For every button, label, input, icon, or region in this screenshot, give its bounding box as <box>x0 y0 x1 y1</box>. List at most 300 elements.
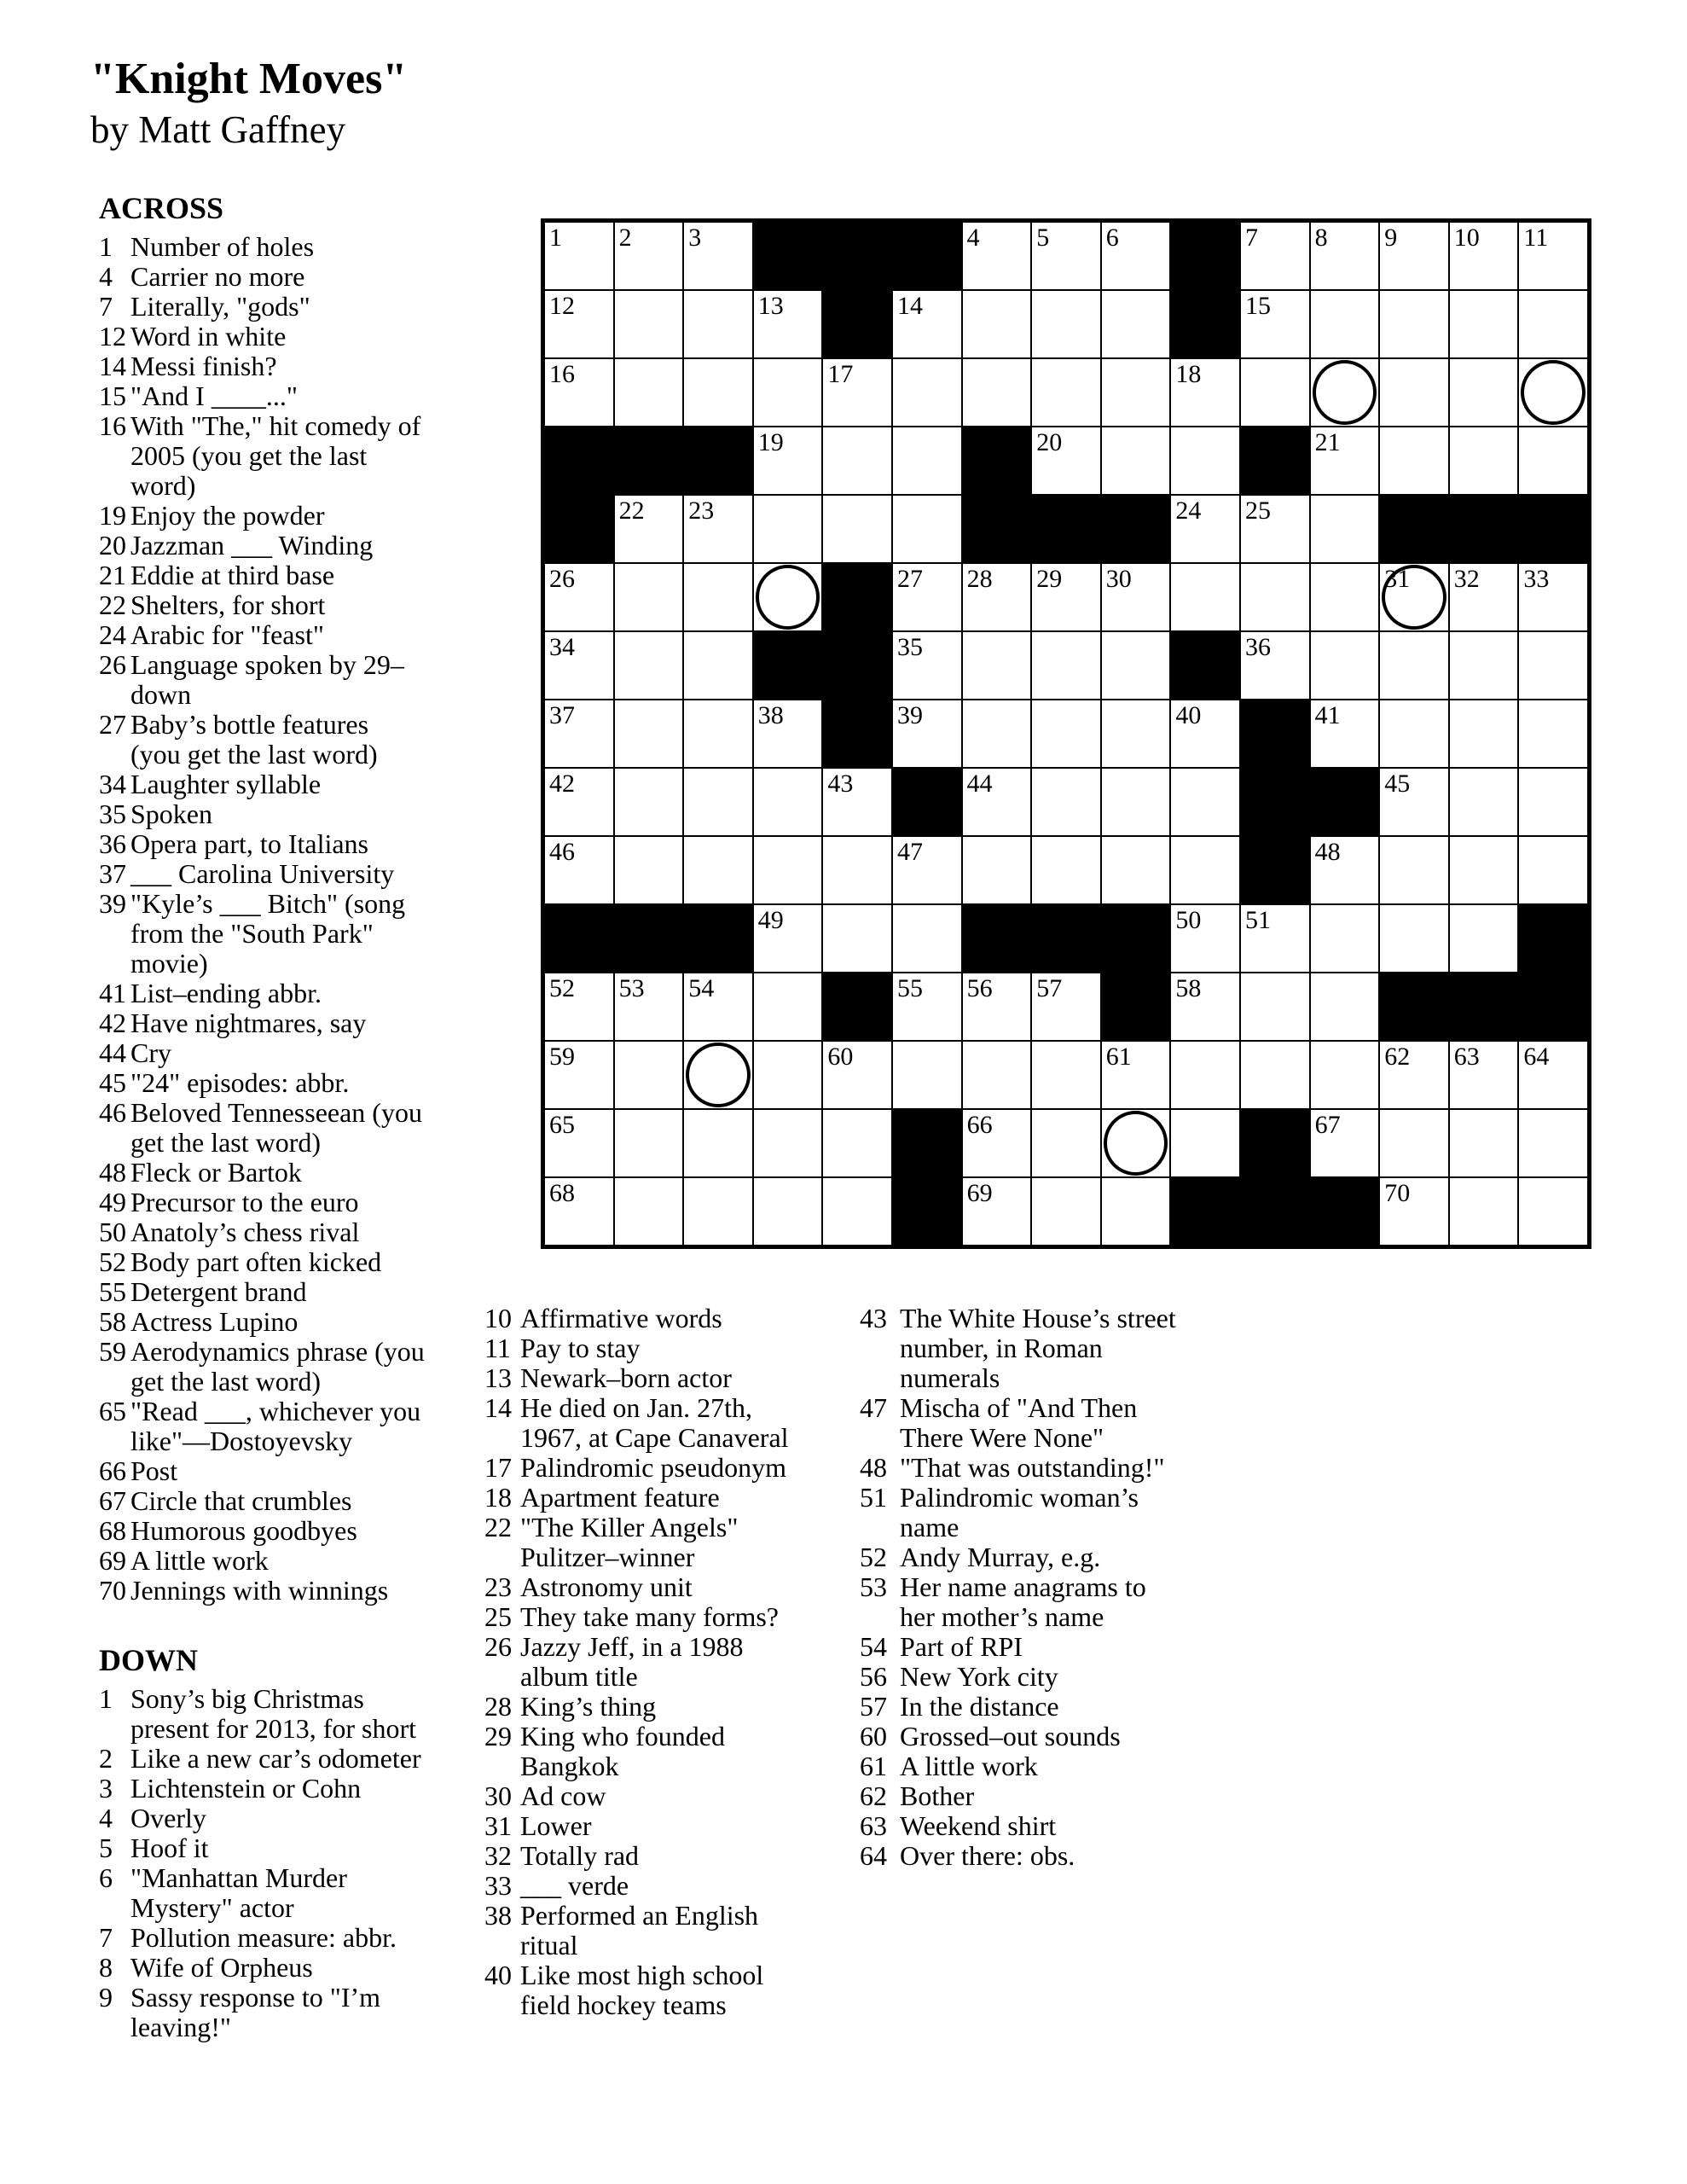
grid-cell[interactable] <box>1240 495 1310 563</box>
cell-number: 60 <box>827 1043 854 1071</box>
grid-cell[interactable] <box>892 495 962 563</box>
grid-cell[interactable] <box>962 290 1032 358</box>
grid-cell[interactable] <box>1240 222 1310 290</box>
grid-cell[interactable] <box>614 1177 684 1246</box>
grid-cell[interactable] <box>614 290 684 358</box>
clue-text: Messi finish? <box>130 351 277 381</box>
clue-number: 47 <box>860 1392 887 1423</box>
grid-cell[interactable] <box>753 973 823 1041</box>
grid-cell[interactable] <box>1379 290 1449 358</box>
clue <box>99 1038 425 1068</box>
grid-cell[interactable] <box>1240 358 1310 427</box>
grid-cell-black <box>1101 904 1171 973</box>
cell-number: 8 <box>1314 224 1328 252</box>
grid-cell[interactable] <box>1379 700 1449 768</box>
grid-cell-black <box>1310 1177 1380 1246</box>
clue-number: 65 <box>99 1396 126 1426</box>
grid-cell[interactable] <box>822 836 892 904</box>
grid-cell[interactable] <box>753 495 823 563</box>
clue-text: Post <box>130 1455 178 1486</box>
grid-cell[interactable] <box>962 563 1032 631</box>
clue-text: Pollution measure: abbr. <box>130 1922 397 1953</box>
cell-number: 33 <box>1523 565 1550 593</box>
clue-text: Grossed–out sounds <box>900 1721 1121 1751</box>
grid-cell[interactable] <box>822 495 892 563</box>
grid-cell[interactable] <box>1101 700 1171 768</box>
clue <box>99 1008 425 1038</box>
grid-cell[interactable] <box>1449 427 1519 495</box>
clue-number: 61 <box>860 1751 887 1781</box>
grid-cell[interactable] <box>1031 358 1101 427</box>
grid-cell[interactable] <box>962 700 1032 768</box>
grid-cell[interactable] <box>892 904 962 973</box>
grid-cell[interactable] <box>1170 700 1240 768</box>
grid-cell[interactable] <box>892 700 962 768</box>
grid-cell[interactable] <box>1170 427 1240 495</box>
cell-number: 37 <box>549 701 575 729</box>
grid-cell[interactable] <box>683 495 753 563</box>
clue <box>99 1068 425 1098</box>
clue-text: Part of RPI <box>900 1631 1023 1662</box>
grid-cell[interactable] <box>1379 904 1449 973</box>
grid-cell[interactable] <box>1449 1109 1519 1177</box>
grid-cell[interactable] <box>1518 631 1588 700</box>
grid-cell[interactable] <box>1310 222 1380 290</box>
grid-cell[interactable] <box>683 563 753 631</box>
grid-cell[interactable] <box>962 768 1032 836</box>
grid-cell[interactable] <box>892 1041 962 1109</box>
grid-cell[interactable] <box>1031 631 1101 700</box>
grid-cell[interactable] <box>544 973 614 1041</box>
grid-cell[interactable] <box>1310 495 1380 563</box>
clue <box>99 620 425 650</box>
clue-text: He died on Jan. 27th, 1967, at Cape Canaveral <box>520 1392 789 1453</box>
grid-cell[interactable] <box>1449 768 1519 836</box>
grid-cell[interactable] <box>1449 836 1519 904</box>
clue-text: Detergent brand <box>130 1276 307 1307</box>
grid-cell[interactable] <box>962 222 1032 290</box>
grid-cell[interactable] <box>614 563 684 631</box>
clue-number: 64 <box>860 1840 887 1871</box>
grid-cell[interactable] <box>1170 358 1240 427</box>
grid-cell[interactable] <box>1310 427 1380 495</box>
clue-text: Spoken <box>130 799 212 829</box>
grid-cell-black <box>614 427 684 495</box>
circle-marker <box>686 1043 751 1107</box>
down-header: DOWN <box>99 1643 198 1677</box>
clue-number: 49 <box>99 1187 126 1217</box>
clue <box>99 1247 425 1277</box>
clue-number: 60 <box>860 1721 887 1751</box>
grid-cell[interactable] <box>1518 700 1588 768</box>
cell-number: 44 <box>966 770 993 798</box>
grid-cell[interactable] <box>1518 1109 1588 1177</box>
clue-text: Literally, "gods" <box>130 291 310 322</box>
grid-cell[interactable] <box>1031 973 1101 1041</box>
clue <box>99 1863 425 1923</box>
grid-cell[interactable] <box>683 358 753 427</box>
cell-number: 42 <box>549 770 575 798</box>
grid-cell[interactable] <box>614 768 684 836</box>
grid-cell[interactable] <box>1101 1041 1171 1109</box>
clue-number: 46 <box>99 1097 126 1128</box>
grid-cell[interactable] <box>1101 1177 1171 1246</box>
grid-cell[interactable] <box>1310 700 1380 768</box>
grid-cell[interactable] <box>544 222 614 290</box>
grid-cell[interactable] <box>614 495 684 563</box>
clue <box>860 1751 1181 1781</box>
grid-cell[interactable] <box>962 836 1032 904</box>
grid-cell[interactable] <box>753 836 823 904</box>
grid-cell[interactable] <box>614 700 684 768</box>
grid-cell[interactable] <box>683 1109 753 1177</box>
grid-cell[interactable] <box>1170 904 1240 973</box>
grid-cell[interactable] <box>962 1177 1032 1246</box>
clue-number: 28 <box>484 1691 512 1722</box>
cell-number: 65 <box>549 1111 575 1139</box>
grid-cell[interactable] <box>544 1041 614 1109</box>
grid-cell[interactable] <box>1101 427 1171 495</box>
cell-number: 16 <box>549 360 575 388</box>
clue-text: Opera part, to Italians <box>130 828 368 859</box>
grid-cell[interactable] <box>892 427 962 495</box>
clue <box>860 1453 1181 1483</box>
clue-text: "Kyle’s ___ Bitch" (song from the "South Park" movie) <box>130 888 406 979</box>
grid-cell[interactable] <box>1031 427 1101 495</box>
clue-number: 20 <box>99 530 126 561</box>
clue-number: 11 <box>484 1333 511 1363</box>
grid-cell[interactable] <box>962 1109 1032 1177</box>
grid-cell[interactable] <box>962 1041 1032 1109</box>
grid-cell[interactable] <box>683 1177 753 1246</box>
grid-cell-black <box>822 290 892 358</box>
clue-number: 37 <box>99 858 126 889</box>
grid-cell[interactable] <box>614 973 684 1041</box>
grid-cell[interactable] <box>544 358 614 427</box>
clue-number: 70 <box>99 1575 126 1606</box>
grid-cell[interactable] <box>822 1109 892 1177</box>
grid-cell[interactable] <box>753 1177 823 1246</box>
cell-number: 6 <box>1105 224 1119 252</box>
clue-number: 44 <box>99 1037 126 1068</box>
grid-cell-black <box>1240 700 1310 768</box>
grid-cell[interactable] <box>1518 1041 1588 1109</box>
clue-number: 2 <box>99 1743 113 1774</box>
clue-text: Apartment feature <box>520 1482 720 1513</box>
grid-cell[interactable] <box>1031 563 1101 631</box>
clue-number: 9 <box>99 1982 113 2013</box>
grid-cell[interactable] <box>1379 631 1449 700</box>
clue-text: Baby’s bottle features (you get the last word) <box>130 709 378 770</box>
grid-cell[interactable] <box>1310 973 1380 1041</box>
cell-number: 3 <box>688 224 702 252</box>
clue-number: 55 <box>99 1276 126 1307</box>
grid-cell[interactable] <box>1310 1041 1380 1109</box>
clue-text: Astronomy unit <box>520 1571 693 1602</box>
clue <box>860 1393 1181 1453</box>
grid-cell[interactable] <box>1310 563 1380 631</box>
grid-cell[interactable] <box>1031 222 1101 290</box>
grid-cell[interactable] <box>1310 1109 1380 1177</box>
grid-cell[interactable] <box>1170 563 1240 631</box>
grid-cell[interactable] <box>1518 563 1588 631</box>
clue-text: Eddie at third base <box>130 560 335 590</box>
clue-text: Overly <box>130 1803 206 1833</box>
grid-cell[interactable] <box>892 358 962 427</box>
clue-number: 3 <box>99 1773 113 1804</box>
grid-cell[interactable] <box>614 222 684 290</box>
clue <box>860 1722 1181 1751</box>
clue <box>99 1188 425 1217</box>
grid-cell[interactable] <box>1449 358 1519 427</box>
grid-cell[interactable] <box>892 563 962 631</box>
grid-cell[interactable] <box>892 973 962 1041</box>
grid-cell[interactable] <box>1518 768 1588 836</box>
clue-text: Jennings with winnings <box>130 1575 389 1606</box>
grid-cell[interactable] <box>1310 631 1380 700</box>
clue-number: 26 <box>99 649 126 680</box>
clue-text: A little work <box>130 1545 269 1576</box>
grid-cell[interactable] <box>683 768 753 836</box>
cell-number: 18 <box>1175 360 1202 388</box>
grid-cell[interactable] <box>1101 836 1171 904</box>
grid-cell[interactable] <box>1240 290 1310 358</box>
clue-number: 26 <box>484 1631 512 1662</box>
grid-cell[interactable] <box>822 427 892 495</box>
grid-cell[interactable] <box>1170 768 1240 836</box>
clue-number: 30 <box>484 1780 512 1811</box>
grid-cell[interactable] <box>1518 1177 1588 1246</box>
grid-cell[interactable] <box>822 358 892 427</box>
cell-number: 17 <box>827 360 854 388</box>
clue <box>99 262 425 292</box>
grid-cell[interactable] <box>1379 836 1449 904</box>
grid-cell[interactable] <box>1518 358 1588 427</box>
grid-cell[interactable] <box>1101 222 1171 290</box>
grid-cell[interactable] <box>1240 631 1310 700</box>
grid-cell[interactable] <box>822 1041 892 1109</box>
cell-number: 2 <box>618 224 632 252</box>
clue-text: Palindromic pseudonym <box>520 1452 786 1483</box>
grid-cell[interactable] <box>1170 1109 1240 1177</box>
grid-cell[interactable] <box>683 222 753 290</box>
grid-cell[interactable] <box>544 1177 614 1246</box>
grid-cell-black <box>892 768 962 836</box>
clue <box>99 889 425 979</box>
grid-cell[interactable] <box>544 290 614 358</box>
grid-cell[interactable] <box>1449 631 1519 700</box>
clue-number: 39 <box>99 888 126 919</box>
grid-cell-black <box>1101 495 1171 563</box>
grid-cell[interactable] <box>753 563 823 631</box>
clue-text: King’s thing <box>520 1691 657 1722</box>
grid-cell[interactable] <box>1310 904 1380 973</box>
clue-number: 19 <box>99 500 126 531</box>
down-clue-list-left <box>99 1684 433 2042</box>
grid-cell[interactable] <box>1031 1177 1101 1246</box>
grid-cell[interactable] <box>753 290 823 358</box>
grid-cell[interactable] <box>544 563 614 631</box>
cell-number: 59 <box>549 1043 575 1071</box>
clue <box>484 1781 793 1811</box>
grid-cell[interactable] <box>892 836 962 904</box>
clue-text: Jazzy Jeff, in a 1988 album title <box>520 1631 744 1692</box>
clue-text: They take many forms? <box>520 1601 779 1632</box>
cell-number: 62 <box>1384 1043 1411 1071</box>
grid-cell[interactable] <box>544 631 614 700</box>
clue <box>860 1811 1181 1841</box>
cell-number: 46 <box>549 838 575 866</box>
grid-cell-black <box>892 222 962 290</box>
grid-cell[interactable] <box>822 1177 892 1246</box>
grid-cell[interactable] <box>1518 427 1588 495</box>
grid-cell[interactable] <box>892 631 962 700</box>
grid-cell[interactable] <box>1031 1041 1101 1109</box>
grid-cell[interactable] <box>1031 1109 1101 1177</box>
grid-cell[interactable] <box>1170 836 1240 904</box>
clue <box>484 1513 793 1572</box>
grid-cell[interactable] <box>1379 427 1449 495</box>
grid-cell-black <box>544 495 614 563</box>
grid-cell[interactable] <box>1449 904 1519 973</box>
grid-cell[interactable] <box>892 290 962 358</box>
grid-cell[interactable] <box>683 973 753 1041</box>
grid-cell[interactable] <box>822 904 892 973</box>
clue-text: "24" episodes: abbr. <box>130 1067 350 1098</box>
grid-cell[interactable] <box>1031 836 1101 904</box>
clue-number: 23 <box>484 1571 512 1602</box>
grid-cell[interactable] <box>753 358 823 427</box>
grid-cell[interactable] <box>1449 700 1519 768</box>
grid-cell[interactable] <box>614 358 684 427</box>
grid-cell[interactable] <box>614 1041 684 1109</box>
clue-text: Affirmative words <box>520 1303 722 1333</box>
grid-cell[interactable] <box>753 427 823 495</box>
grid-cell[interactable] <box>962 973 1032 1041</box>
grid-cell[interactable] <box>683 290 753 358</box>
clue-number: 43 <box>860 1303 887 1333</box>
grid-cell-black <box>1170 1177 1240 1246</box>
grid-cell[interactable] <box>1379 563 1449 631</box>
grid-cell[interactable] <box>1379 1177 1449 1246</box>
grid-cell[interactable] <box>1518 222 1588 290</box>
grid-cell[interactable] <box>1170 973 1240 1041</box>
grid-cell-black <box>1310 768 1380 836</box>
cell-number: 31 <box>1384 565 1411 593</box>
grid-cell[interactable] <box>1240 563 1310 631</box>
clue <box>99 381 425 411</box>
grid-cell[interactable] <box>1240 904 1310 973</box>
grid-cell-black <box>683 427 753 495</box>
grid-cell[interactable] <box>1310 358 1380 427</box>
grid-cell[interactable] <box>1379 1041 1449 1109</box>
grid-cell[interactable] <box>1101 290 1171 358</box>
clue <box>860 1692 1181 1722</box>
grid-cell[interactable] <box>962 631 1032 700</box>
grid-cell[interactable] <box>614 836 684 904</box>
grid-cell[interactable] <box>753 1041 823 1109</box>
grid-cell[interactable] <box>1449 290 1519 358</box>
cell-number: 43 <box>827 770 854 798</box>
clue <box>99 1397 425 1456</box>
grid-cell[interactable] <box>753 700 823 768</box>
grid-cell[interactable] <box>1170 1041 1240 1109</box>
grid-cell[interactable] <box>1518 290 1588 358</box>
grid-cell[interactable] <box>1101 768 1171 836</box>
grid-cell[interactable] <box>1449 222 1519 290</box>
clue-text: Fleck or Bartok <box>130 1157 302 1188</box>
grid-cell[interactable] <box>962 358 1032 427</box>
clue-number: 12 <box>99 321 126 351</box>
clue <box>484 1871 793 1901</box>
grid-cell[interactable] <box>822 768 892 836</box>
grid-cell-black <box>1518 904 1588 973</box>
clue <box>99 531 425 561</box>
grid-cell[interactable] <box>1379 768 1449 836</box>
grid-cell[interactable] <box>1449 1177 1519 1246</box>
clue-number: 40 <box>484 1960 512 1990</box>
grid-cell[interactable] <box>683 836 753 904</box>
cell-number: 11 <box>1523 224 1549 252</box>
grid-cell[interactable] <box>1101 631 1171 700</box>
grid-cell[interactable] <box>1101 1109 1171 1177</box>
grid-cell[interactable] <box>683 1041 753 1109</box>
grid-cell[interactable] <box>1518 836 1588 904</box>
grid-cell[interactable] <box>1449 1041 1519 1109</box>
grid-cell[interactable] <box>1379 358 1449 427</box>
clue <box>484 1841 793 1871</box>
cell-number: 30 <box>1105 565 1132 593</box>
grid-cell[interactable] <box>1310 836 1380 904</box>
grid-cell[interactable] <box>753 768 823 836</box>
cell-number: 63 <box>1453 1043 1480 1071</box>
clue-number: 17 <box>484 1452 512 1483</box>
grid-cell[interactable] <box>614 631 684 700</box>
grid-cell[interactable] <box>544 700 614 768</box>
cell-number: 19 <box>757 428 784 456</box>
clue <box>860 1572 1181 1632</box>
grid-cell[interactable] <box>544 1109 614 1177</box>
grid-cell[interactable] <box>1031 700 1101 768</box>
grid-cell[interactable] <box>683 631 753 700</box>
grid-cell[interactable] <box>1379 1109 1449 1177</box>
cell-number: 47 <box>896 838 923 866</box>
clue <box>99 322 425 351</box>
clue-number: 27 <box>99 709 126 740</box>
cell-number: 64 <box>1523 1043 1550 1071</box>
clue <box>99 1804 425 1833</box>
grid-cell[interactable] <box>544 836 614 904</box>
clue-number: 13 <box>484 1362 512 1393</box>
clue <box>99 829 425 859</box>
grid-cell[interactable] <box>683 700 753 768</box>
grid-cell[interactable] <box>753 1109 823 1177</box>
grid-cell[interactable] <box>1240 973 1310 1041</box>
grid-cell[interactable] <box>1310 290 1380 358</box>
grid-cell[interactable] <box>1031 768 1101 836</box>
grid-cell[interactable] <box>1101 358 1171 427</box>
grid-cell[interactable] <box>614 1109 684 1177</box>
grid-cell[interactable] <box>1031 290 1101 358</box>
grid-cell[interactable] <box>1240 1041 1310 1109</box>
grid-cell[interactable] <box>544 768 614 836</box>
grid-cell[interactable] <box>1101 563 1171 631</box>
grid-cell[interactable] <box>1170 495 1240 563</box>
grid-cell[interactable] <box>753 904 823 973</box>
grid-cell[interactable] <box>1379 222 1449 290</box>
grid-cell[interactable] <box>1449 563 1519 631</box>
grid-cell-black <box>1240 1177 1310 1246</box>
